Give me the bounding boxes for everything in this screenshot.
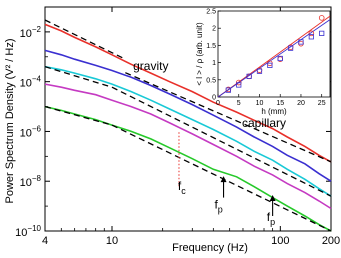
inset-y-tick-label: 0.5	[206, 77, 216, 85]
inset-x-tick-label: 5	[236, 100, 241, 107]
power-law-fit-line	[45, 67, 112, 88]
frequency-label: $f_c$	[177, 178, 186, 196]
inset-x-tick-label: 25	[317, 100, 326, 107]
x-tick-label: 100	[271, 235, 290, 247]
inset-y-tick-label: 0	[212, 94, 216, 102]
x-tick-label: 10	[105, 235, 119, 247]
inset-plot	[195, 9, 330, 117]
inset-y-tick-label: 2.5	[206, 8, 216, 16]
inset-y-axis-title: < l > / ρ (arb. unit)	[195, 22, 204, 86]
regime-label: gravity	[133, 58, 169, 73]
frequency-label: $f_p$	[214, 197, 223, 215]
inset-y-tick-label: 1	[212, 60, 216, 68]
y-tick-label: $10^{-8}$	[19, 174, 41, 190]
inset-x-axis-title: h (mm)	[261, 107, 287, 116]
inset-y-tick-label: 1.5	[206, 42, 216, 50]
inset-x-tick-label: 0	[216, 100, 220, 107]
inset-x-tick-label: 20	[297, 100, 305, 107]
y-axis-title: Power Spectrum Density (V² / Hz)	[4, 38, 16, 204]
y-tick-label: $10^{-10}$	[15, 224, 41, 239]
inset-x-tick-label: 10	[255, 100, 264, 107]
x-tick-label: 200	[321, 235, 341, 247]
regime-label: capillary	[242, 116, 287, 131]
x-tick-label: 4	[41, 235, 49, 247]
y-tick-label: $10^{-2}$	[19, 24, 41, 40]
y-tick-label: $10^{-6}$	[19, 124, 41, 140]
x-axis-title: Frequency (Hz)	[172, 242, 248, 254]
y-tick-label: $10^{-4}$	[19, 74, 41, 90]
arrow-head	[221, 176, 227, 182]
inset-x-tick-label: 15	[276, 100, 285, 107]
inset-background	[218, 11, 330, 97]
frequency-label: $f_p$	[266, 210, 276, 228]
inset-y-tick-label: 2	[212, 25, 216, 33]
